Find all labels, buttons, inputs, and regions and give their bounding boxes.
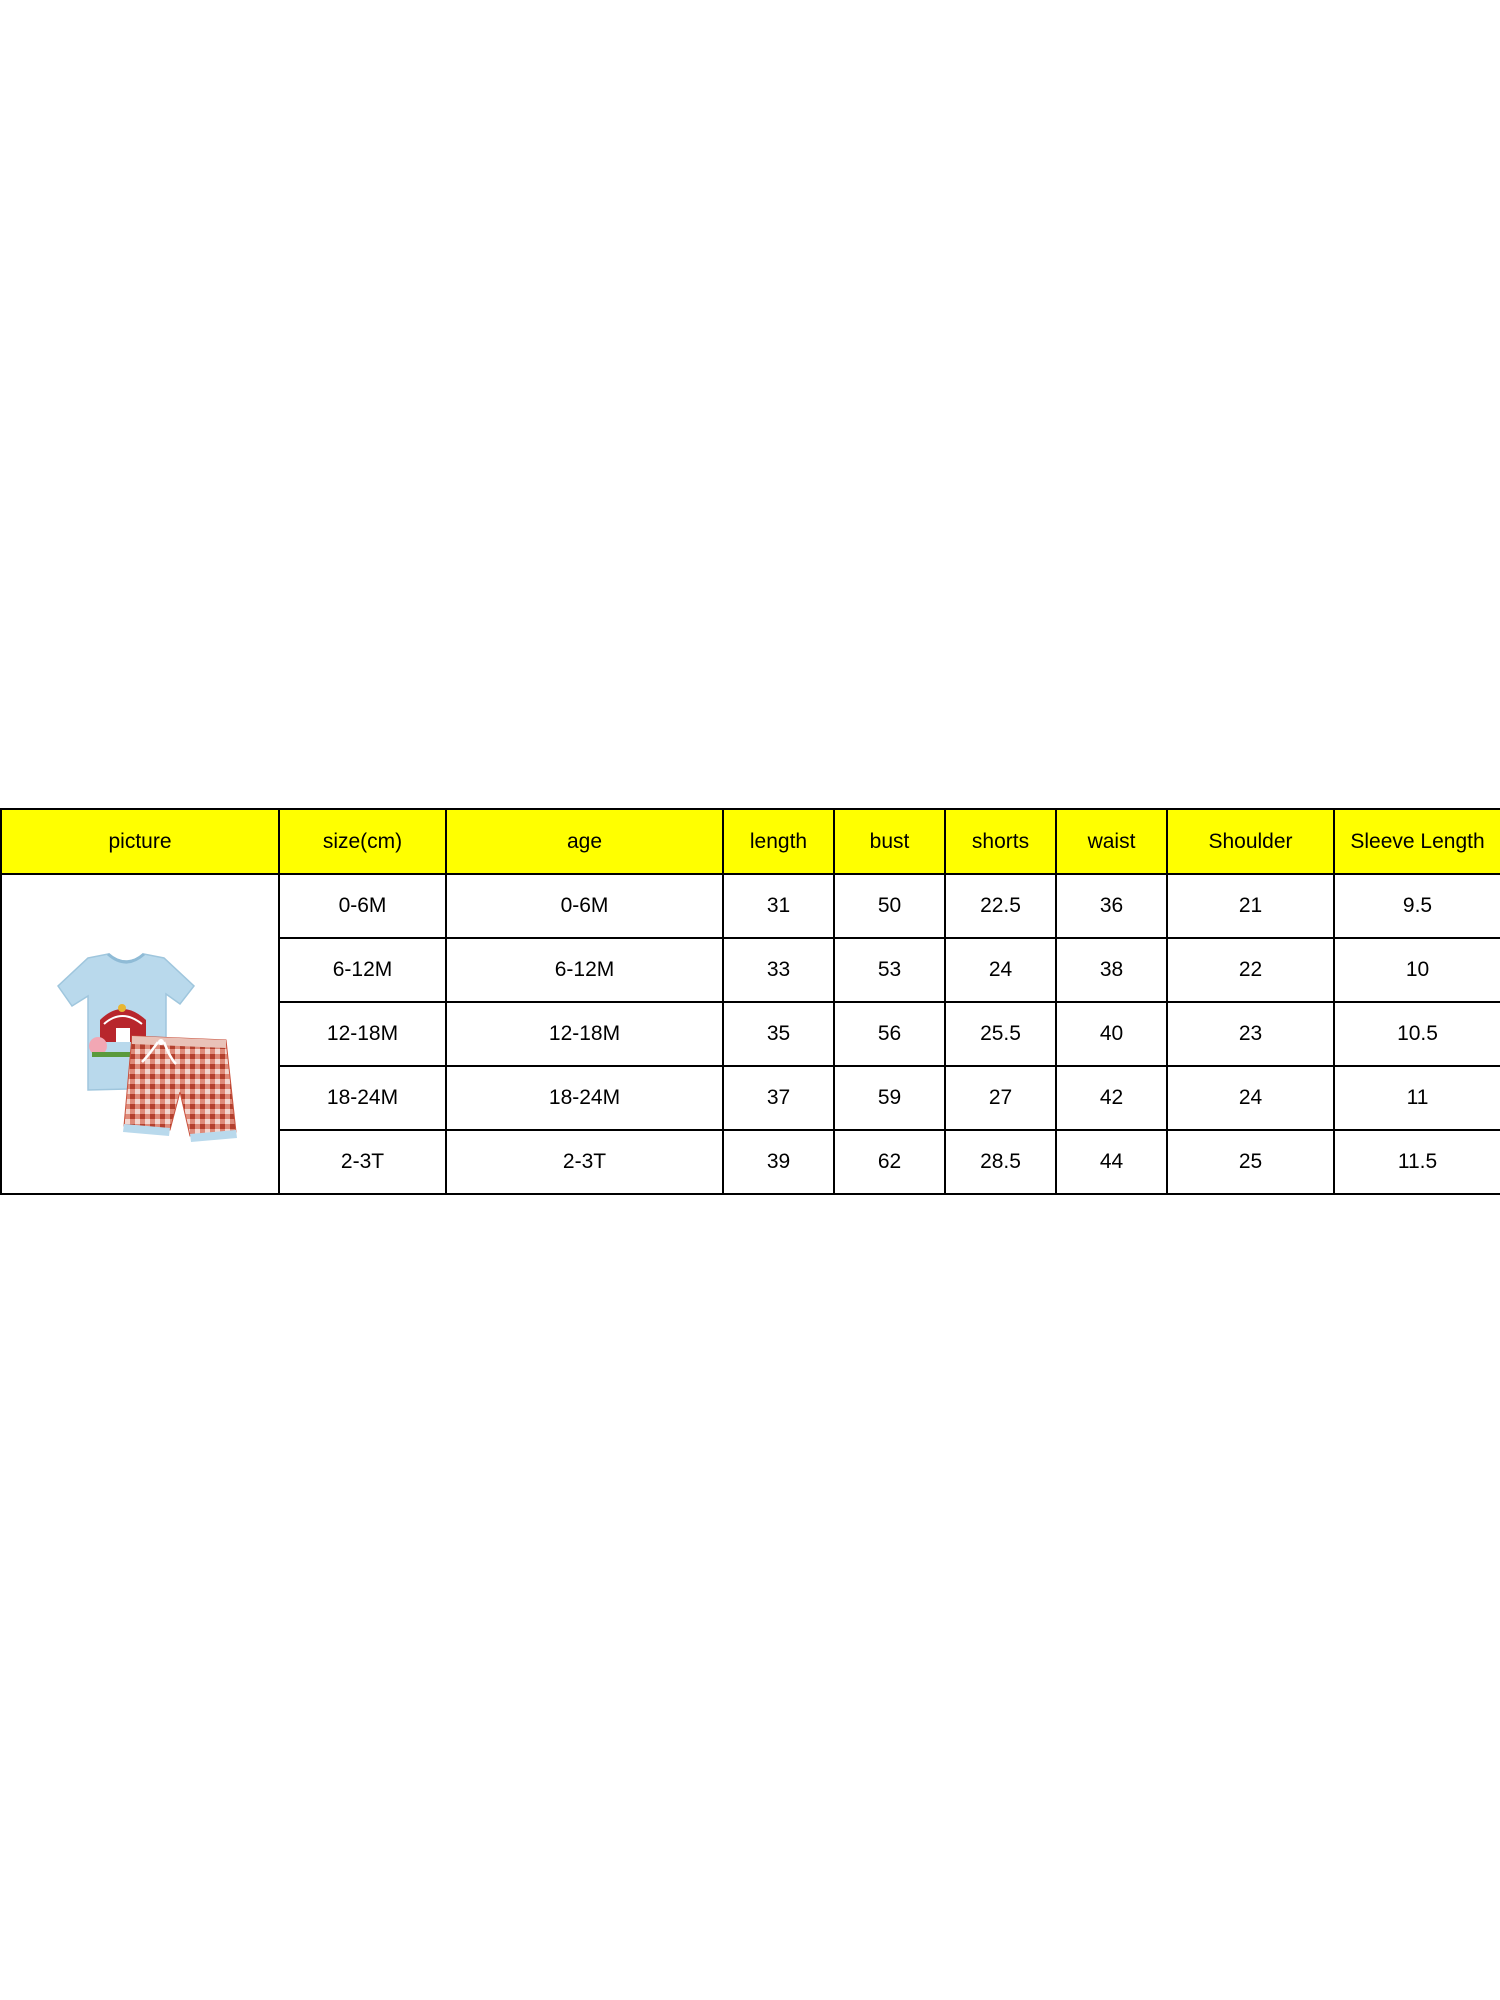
header-bust: bust: [834, 809, 945, 874]
cell-waist: 42: [1056, 1066, 1167, 1130]
cell-shorts: 22.5: [945, 874, 1056, 938]
cell-bust: 62: [834, 1130, 945, 1194]
cell-bust: 53: [834, 938, 945, 1002]
cell-shorts: 25.5: [945, 1002, 1056, 1066]
cell-sleeve-length: 9.5: [1334, 874, 1500, 938]
cell-age: 18-24M: [446, 1066, 723, 1130]
table-row: [1, 874, 1500, 938]
cell-size: 18-24M: [279, 1066, 446, 1130]
size-chart-table: [0, 808, 1500, 1195]
header-shoulder: Shoulder: [1167, 809, 1334, 874]
product-picture-cell: [1, 874, 279, 1194]
cell-shoulder: 22: [1167, 938, 1334, 1002]
cell-shoulder: 23: [1167, 1002, 1334, 1066]
cell-length: 35: [723, 1002, 834, 1066]
cell-length: 37: [723, 1066, 834, 1130]
cell-waist: 44: [1056, 1130, 1167, 1194]
cell-sleeve-length: 10: [1334, 938, 1500, 1002]
gingham-shorts-graphic: [123, 1036, 237, 1142]
cell-shorts: 27: [945, 1066, 1056, 1130]
header-length: length: [723, 809, 834, 874]
cell-shorts: 28.5: [945, 1130, 1056, 1194]
cell-sleeve-length: 11: [1334, 1066, 1500, 1130]
cell-size: 12-18M: [279, 1002, 446, 1066]
cell-size: 6-12M: [279, 938, 446, 1002]
header-picture: picture: [1, 809, 279, 874]
cell-bust: 56: [834, 1002, 945, 1066]
cell-shoulder: 24: [1167, 1066, 1334, 1130]
cell-shoulder: 25: [1167, 1130, 1334, 1194]
cell-age: 0-6M: [446, 874, 723, 938]
header-age: age: [446, 809, 723, 874]
cell-waist: 40: [1056, 1002, 1167, 1066]
cell-shoulder: 21: [1167, 874, 1334, 938]
cell-age: 12-18M: [446, 1002, 723, 1066]
header-sleeve-length: Sleeve Length: [1334, 809, 1500, 874]
cell-size: 2-3T: [279, 1130, 446, 1194]
cell-length: 39: [723, 1130, 834, 1194]
cell-size: 0-6M: [279, 874, 446, 938]
header-waist: waist: [1056, 809, 1167, 874]
cell-sleeve-length: 11.5: [1334, 1130, 1500, 1194]
cell-waist: 38: [1056, 938, 1167, 1002]
cell-bust: 59: [834, 1066, 945, 1130]
cell-bust: 50: [834, 874, 945, 938]
header-shorts: shorts: [945, 809, 1056, 874]
cell-sleeve-length: 10.5: [1334, 1002, 1500, 1066]
cell-age: 6-12M: [446, 938, 723, 1002]
cell-shorts: 24: [945, 938, 1056, 1002]
cell-waist: 36: [1056, 874, 1167, 938]
cell-age: 2-3T: [446, 1130, 723, 1194]
cell-length: 31: [723, 874, 834, 938]
cell-length: 33: [723, 938, 834, 1002]
product-image: [30, 924, 250, 1144]
header-size: size(cm): [279, 809, 446, 874]
header-row: [1, 809, 1500, 874]
